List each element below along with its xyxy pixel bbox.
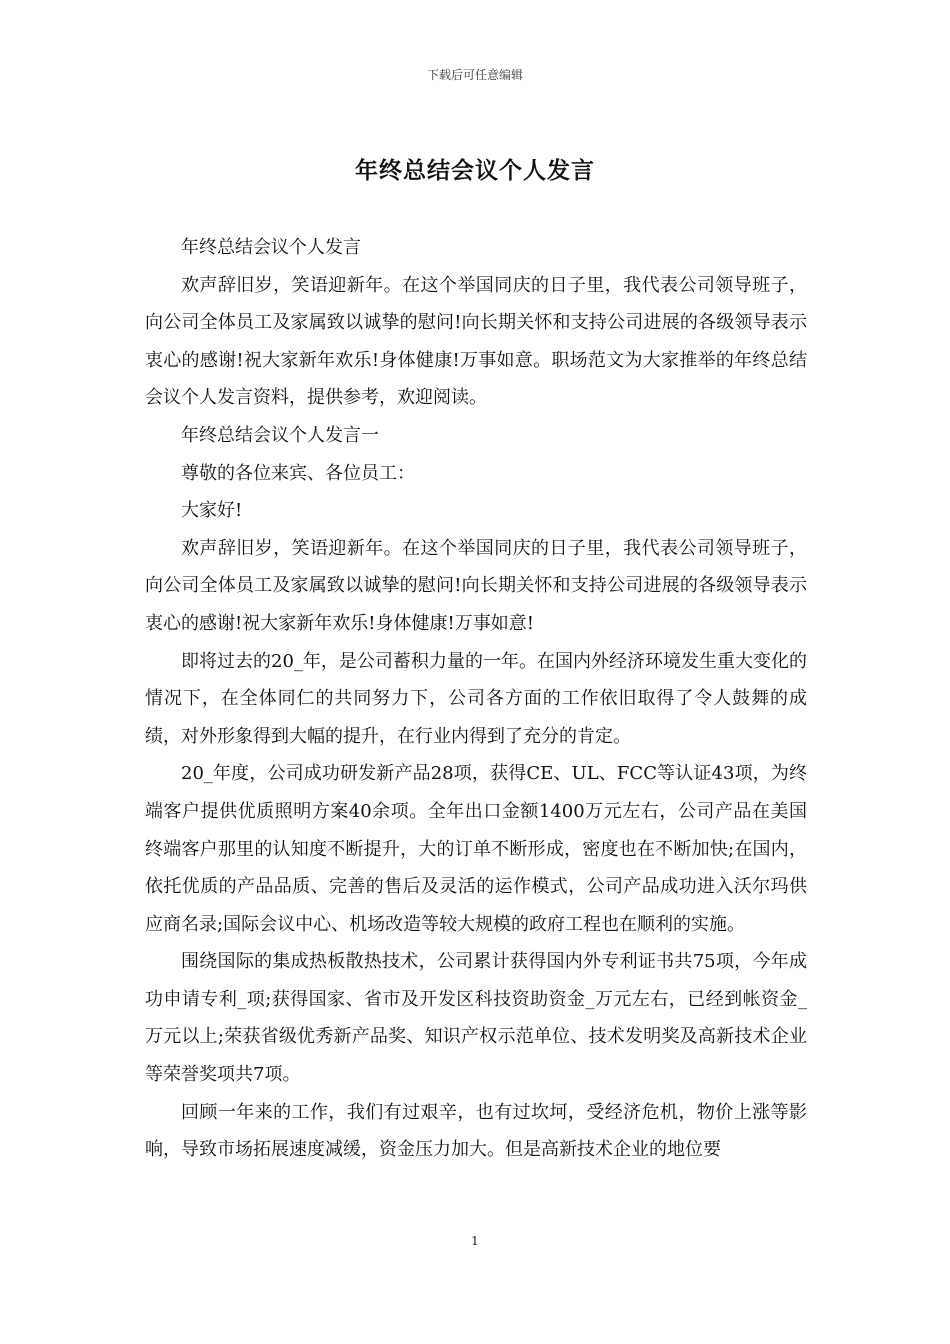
page-header-note: 下载后可任意编辑 xyxy=(426,68,523,82)
paragraph-greeting: 大家好! xyxy=(181,500,243,522)
paragraph-intro: 欢声辞旧岁，笑语迎新年。在这个举国同庆的日子里，我代表公司领导班子，向公司全体员工及家属致以诚挚的慰问!向长期关怀和支持公司进展的各级领导表示衷心的感谢!祝大家新年欢乐!身体健康!万事如意。职场范文为大家推举的年终总结会议个人发言资料，提供参考，欢迎阅读。 xyxy=(145,274,807,409)
paragraph-salutation: 尊敬的各位来宾、各位员工： xyxy=(181,462,415,484)
document-body xyxy=(145,229,807,1169)
paragraph-challenges: 回顾一年来的工作，我们有过艰辛，也有过坎坷，受经济危机，物价上涨等影响，导致市场拓展速度减缓，资金压力加大。但是高新技术企业的地位要 xyxy=(145,1101,807,1161)
paragraph-year-review: 即将过去的20_年，是公司蓄积力量的一年。在国内外经济环境发生重大变化的情况下，在全体同仁的共同努力下，公司各方面的工作依旧取得了令人鼓舞的成绩，对外形象得到大幅的提升，在行业内得到了充分的肯定。 xyxy=(145,650,807,747)
paragraph-subtitle: 年终总结会议个人发言 xyxy=(181,237,361,258)
paragraph-section-heading: 年终总结会议个人发言一 xyxy=(181,424,379,446)
document-title: 年终总结会议个人发言 xyxy=(355,157,595,184)
page-number: 1 xyxy=(471,1234,479,1248)
paragraph-new-year-wishes: 欢声辞旧岁，笑语迎新年。在这个举国同庆的日子里，我代表公司领导班子，向公司全体员工及家属致以诚挚的慰问!向长期关怀和支持公司进展的各级领导表示衷心的感谢!祝大家新年欢乐!身体健康!万事如意! xyxy=(145,537,807,634)
paragraph-patents: 围绕国际的集成热板散热技术，公司累计获得国内外专利证书共75项，今年成功申请专利_项;获得国家、省市及开发区科技资助资金_万元左右，已经到帐资金_万元以上;荣获省级优秀新产品奖、知识产权示范单位、技术发明奖及高新技术企业等荣誉奖项共7项。 xyxy=(145,951,807,1086)
paragraph-achievements: 20_年度，公司成功研发新产品28项，获得CE、UL、FCC等认证43项，为终端客户提供优质照明方案40余项。全年出口金额1400万元左右，公司产品在美国终端客户那里的认知度不断提升，大的订单不断形成，密度也在不断加快;在国内，依托优质的产品品质、完善的售后及灵活的运作模式，公司产品成功进入沃尔玛供应商名录;国际会议中心、机场改造等较大规模的政府工程也在顺利的实施。 xyxy=(145,763,807,935)
